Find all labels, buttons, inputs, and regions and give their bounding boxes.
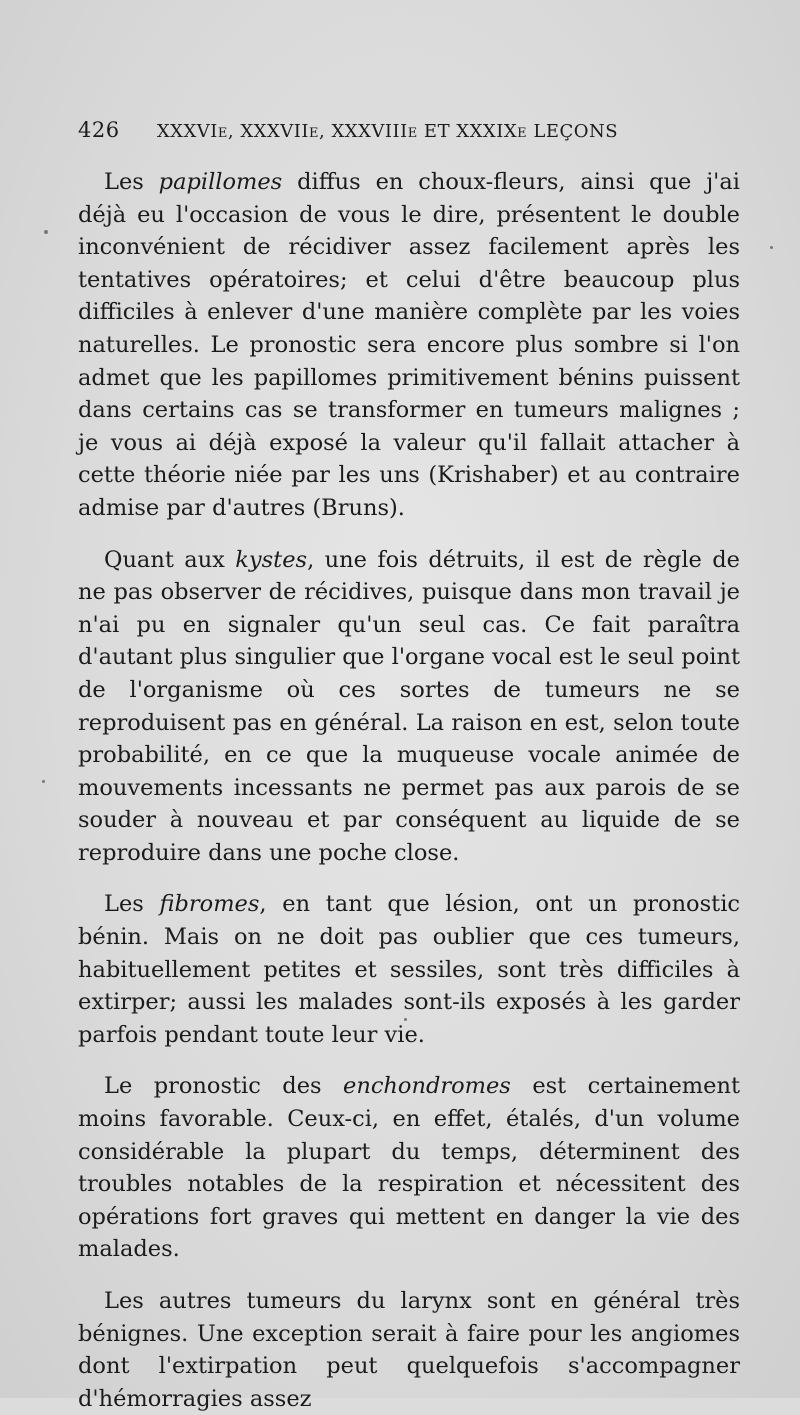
body-text [78, 166, 740, 1415]
emphasized-term: fibromes [159, 891, 260, 918]
page-speck [42, 780, 45, 783]
paragraph [78, 544, 740, 870]
paragraph-text: Les autres tumeurs du larynx sont en général très bénignes. Une exception serait à faire pour les angiomes dont l'extirpation peut quelquefois s'accompagner d'hémorragies assez [78, 1288, 740, 1412]
paragraph-text: est certainement moins favorable. Ceux-ci, en effet, étalés, d'un volume considérable la plupart du temps, déterminent des troubles notables de la respiration et nécessitent des opérations fort graves qui mettent en danger la vie des malades. [78, 1073, 740, 1263]
paragraph-text: diffus en choux-fleurs, ainsi que j'ai déjà eu l'occasion de vous le dire, présentent le double inconvénient de récidiver assez facilement après les tentatives opératoires; et celui d'être beaucoup plus difficiles à enlever d'une manière complète par les voies naturelles. Le pronostic sera encore plus sombre si l'on admet que les papillomes primitivement bénins puissent dans certains cas se transformer en tumeurs malignes ; je vous ai déjà exposé la valeur qu'il fallait attacher à cette théorie niée par les uns (Krishaber) et au contraire admise par d'autres (Bruns). [78, 169, 740, 521]
paragraph [78, 1285, 740, 1415]
paragraph-text: Quant aux [104, 546, 236, 573]
paragraph-text: , une fois détruits, il est de règle de ne pas observer de récidives, puisque dans mon travail je n'ai pu en signaler qu'un seul cas. Ce fait paraîtra d'autant plus singulier que l'organe vocal est le seul point de l'organisme où ces sortes de tumeurs ne se reproduisent pas en général. La raison en est, selon toute probabilité, en ce que la muqueuse vocale animée de mouvements incessants ne permet pas aux parois de se souder à nouveau et par conséquent au liquide de se reproduire dans une poche close. [78, 546, 740, 866]
paragraph [78, 1070, 740, 1266]
emphasized-term: papillomes [158, 169, 283, 195]
paragraph-text: Le pronostic des [104, 1073, 344, 1100]
paragraph-text: Les [104, 891, 160, 918]
paragraph [78, 888, 740, 1051]
paragraph [78, 166, 740, 525]
paragraph-text: , en tant que lésion, ont un pronostic bénin. Mais on ne doit pas oublier que ces tumeurs, habituellement petites et sessiles, sont très difficiles à extirper; aussi les malades sont-ils exposés à les garder parfois pendant toute leur vie. [78, 891, 740, 1048]
running-head [78, 118, 738, 142]
emphasized-term: kystes [235, 546, 308, 573]
paragraph-text: Les [104, 169, 159, 195]
emphasized-term: enchondromes [343, 1073, 511, 1100]
page-speck [770, 246, 773, 249]
page-speck [404, 1018, 407, 1021]
page-number: 426 [78, 118, 120, 142]
page-speck [44, 230, 48, 234]
chapter-title: XXXVIe, XXXVIIe, XXXVIIIe ET XXXIXe LEÇONS [156, 121, 619, 142]
